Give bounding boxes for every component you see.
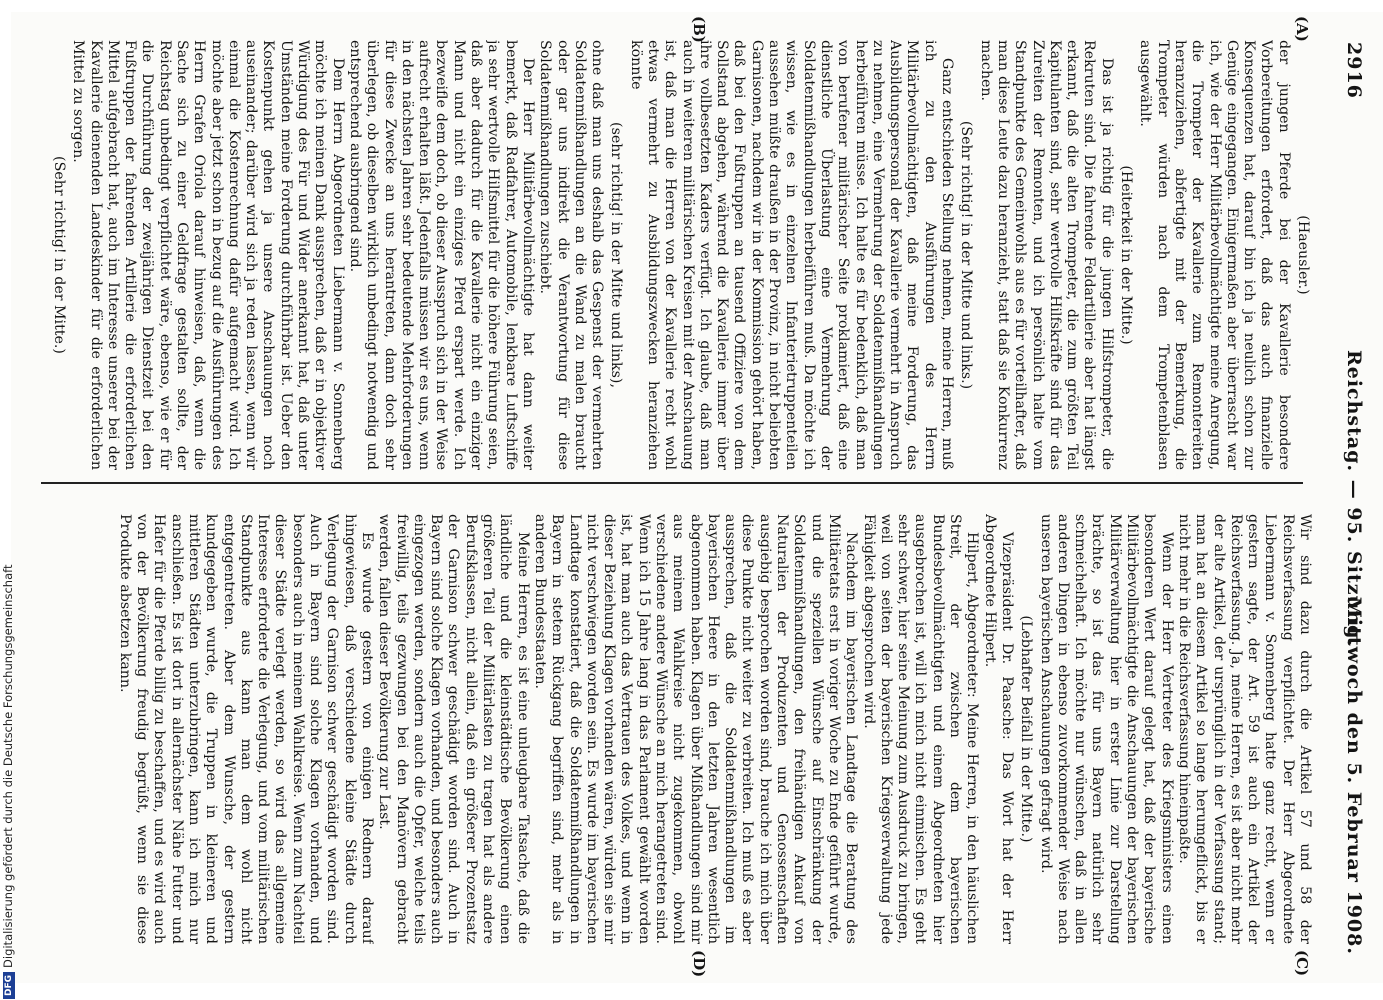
paragraph: der jungen Pferde bei der Kavallerie besondere Vorbereitungen erfordert, daß das auch finanzielle Konsequenzen hat, darauf bin ich ja neulich schon zur Genüge eingegangen. Einigermaßen aber überrascht war ich, wie der Herr Militärbevollmächtigte meine Anregung, die Trompeter der Kavallerie zum Remontereiten heranzuziehen, abfertigte mit der Bemerkung, die Trompeter würden nach dem Trompetenblasen ausgewählt. — [1137, 40, 1292, 470]
interjection: (Sehr richtig! in der Mitte.) — [51, 156, 67, 354]
speaker-tag: (Haeusler.) — [1295, 215, 1311, 295]
paragraph: Wenn der Herr Vertreter des Kriegsministers einen besonderen Wert darauf gelegt hat, daß der bayerische Militärbevollmächtigte die Anschauungen der bayerischen Militärverwaltung hier in erster Linie zur Darstellung brächte, so ist das für uns Bayern natürlich sehr schmeichelhaft. Ich möchte nur wünschen, daß in allen anderen Dingen in ebenso zuvorkommender Weise nach unseren bayerischen Anschauungen gefragt wird. — [1037, 514, 1175, 944]
column-divider — [41, 482, 1303, 484]
interjection: (Heiterkeit in der Mitte.) — [1118, 165, 1135, 345]
paragraph: Wir sind dazu durch die Artikel 57 und 58 der Reichsverfassung verpflichtet. Der Herr Abgeordnete Liebermann v. Sonnenberg hatte ganz recht, wenn er gestern sagte, der Art. 59 ist auch ein Artikel der Reichsverfassung. Ja, meine Herren, es ist aber nicht mehr der alte Artikel, der ursprünglich in der Verfassung stand; man hat an diesem Artikel so lange herumgeflickt, bis er nicht mehr in die Reichsverfassung hineinpaßte. — [1175, 514, 1313, 944]
session-date: Mittwoch den 5. Februar 1908. — [1343, 596, 1365, 955]
paragraph: ohne daß man uns deshalb das Gespenst der vermehrten Soldatenmißhandlungen an die Wand zu malen braucht oder gar uns indirekt die Verantwortung für diese Soldatenmißhandlungen zuschiebt. — [537, 40, 606, 470]
margin-marker-b: (B) — [690, 16, 708, 43]
dfg-logo: DFG — [3, 972, 15, 999]
page-number: 2916 — [1343, 42, 1365, 99]
paragraph: Nachdem im bayerischen Landtage die Beratung des Militäretats erst in voriger Woche zu Ende geführt wurde, und die speziellen Wünsche auf Einschränkung der Soldatenmißhandlungen, den freihändigen Ankauf von Naturalien der Produzenten und Genossenschaften ausgiebig besprochen worden sind, brauche ich mich über diese Punkte nicht weiter zu verbreiten. Ich muß es aber aussprechen, daß die Soldatenmißhandlungen im bayerischen Heere in den letzten Jahren wesentlich abgenommen haben. Klagen über Mißhandlungen sind mir aus meinem Wahlkreise nicht zugekommen, obwohl verschiedene andere Wünsche an mich herangetreten sind. Wenn ich 15 Jahre lang in das Parlament gewählt worden ist, hat man auch das Vertrauen des Volkes, und wenn in dieser Beziehung Klagen vorhanden wären, würden sie mir nicht verschwiegen worden sein. Es wurde im bayerischen Landtage konstatiert, daß die Soldatenmißhandlungen in Bayern in stetem Rückgang begriffen sind, mehr als in anderen Bundesstaaten. — [531, 514, 860, 944]
interjection: (Lebhafter Beifall in der Mitte.) — [1018, 615, 1035, 843]
margin-marker-d: (D) — [690, 950, 708, 978]
paragraph: Das ist ja richtig für die jungen Hilfstrompeter, die Rekruten sind. Die fahrende Feldartillerie aber hat längst erkannt, daß die alten Trompeter, die zum größten Teil Kapitulanten sind, sehr wertvolle Hilfskräfte sind für das Zureiten der Remonten, und ich persönlich halte vom Standpunkte des Gemeinwohls aus es für vorteilhafter, daß man diese Leute dazu heranzieht, statt daß sie Konkurrenz machen. — [977, 40, 1115, 470]
running-header — [1333, 42, 1365, 955]
scanned-page-area — [11, 12, 1383, 983]
margin-marker-a: (A) — [1293, 16, 1311, 42]
paragraph: Meine Herren, es ist eine unleugbare Tatsache, daß die ländliche und die kleinstädtische Bevölkerung einen größeren Teil der Militärlasten zu tragen hat als andere Berufsklassen, nicht allein, daß ein größerer Prozentsatz der Garnison schwer geschädigt worden sind. Auch in Bayern sind solche Klagen vorhanden, und besonders auch eingezogen werden, sondern auch die Opfer, welche teils freiwillig, teils gezwungen bei den Manövern gebracht werden, fallen dieser Bevölkerung zur Last. — [376, 514, 531, 944]
digitization-credit — [1, 0, 19, 999]
interjection: (Sehr richtig! in der Mitte und links.) — [958, 120, 975, 390]
credit-text: Digitalisierung gefördert durch die Deutsche Forschungsgemeinschaft — [1, 564, 15, 968]
paragraph: Dem Herrn Abgeordneten Liebermann v. Sonnenberg möchte ich meinen Dank aussprechen, daß er in objektiver Würdigung des Für und Wider anerkannt hat, daß unter Umständen meine Forderung durchführbar ist. Ueber den Kostenpunkt gehen ja unsere Anschauungen noch auseinander; darüber wird sich ja reden lassen, wenn wir einmal die Kostenrechnung dafür aufgemacht wird. Ich möchte aber jetzt schon in bezug auf die Ausführungen des Herrn Grafen Oriola darauf hinweisen, daß, wenn die Sache sich zu einer Geldfrage gestalten sollte, der Reichstag unbedingt verpflichtet wäre, ebenso, wie er für die Durchführung der zweijährigen Dienstzeit bei den Fußtruppen der fahrenden Artillerie die erforderlichen Mittel aufgebracht hat, auch im Interesse unserer bei der Kavallerie dienenden Landeskinder für die erforderlichen Mittel zu sorgen. — [70, 40, 346, 470]
paragraph: Der Herr Militärbevollmächtigte hat dann weiter bemerkt, daß Radfahrer, Automobile, lenkbare Luftschiffe ja sehr wertvolle Hilfsmittel für die höhere Führung seien, daß aber dadurch für die Kavallerie nicht ein einziger Mann und nicht ein einziges Pferd erspart werde. Ich bezweifle dem doch, ob dieser Ausspruch sich in der Weise aufrecht erhalten läßt. Jedenfalls müssen wir es uns, wenn in den nächsten Jahren sehr bedeutende Mehrforderungen für diese Zwecke an uns herantreten, dann doch sehr überlegen, ob dieselben wirklich unbedingt notwendig und entsprechend ausbringend sind. — [346, 40, 536, 470]
paragraph: Es wurde gestern von einigen Rednern darauf hingewiesen, daß verschiedene kleine Städte durch Verlegung der Garnison schwer geschädigt worden sind. Auch in Bayern sind solche Klagen vorhanden, und besonders auch in meinem Wahlkreise. Wenn zum Nachteil dieser Städte verlegt werden, so wird das allgemeine Interesse erforderte die Verlegung, und vom militärischen Standpunkte aus kann man dem wohl nicht entgegentreten. Aber dem Wunsche, der gestern kundgegeben wurde, die Truppen in kleineren und mittleren Städten unterzubringen, kann ich mich nur anschließen. Es ist dort in allernächster Nähe Futter und Hafer für die Pferde billig zu beschaffen, und es wird auch von der Bevölkerung freudig begrüßt, wenn sie diese Produkte absetzen kann. — [116, 514, 375, 944]
speaker-paragraph: Hilpert, Abgeordneter: Meine Herren, in den häuslichen Streit, der zwischen dem bayerischen Bundesbevollmächtigten und einem Abgeordneten hier ausgebrochen ist, will ich mich nicht einmischen. Es geht sehr schwer, hier seine Meinung zum Ausdruck zu bringen, weil von seiten der bayerischen Kriegsverwaltung jede Fähigkeit abgesprochen wird. — [860, 514, 981, 944]
paragraph: Ganz entschieden Stellung nehmen, meine Herren, muß ich zu den Ausführungen des Herrn Militärbevollmächtigten, daß meine Forderung, das Ausbildungspersonal der Kavallerie vermehrt in Anspruch zu nehmen, eine Vermehrung der Soldatenmißhandlungen herbeiführen müsse. Ich halte es für bedenklich, daß man von berufener militärischer Seite proklamiert, daß eine dienstliche Überlastung eine Vermehrung der Soldatenmißhandlungen herbeiführen muß. Da möchte ich wissen, wie es in einzelnen Infanterietruppenteilen aussehen müßte draußen in der Provinz, in nicht beliebten Garnisonen, nachdem wir in der Kommission gehört haben, daß bei den Fußtruppen an tausend Offiziere von dem Sollstand abgehen, während die Kavallerie immer über ihre vollbesetzten Kaders verfügt. Ich glaube, daß man auch in weiteren militärischen Kreisen mit der Anschauung ist, daß man die Herren von der Kavallerie recht wohl etwas vermehrt zu Ausbildungszwecken heranziehen könnte — [627, 40, 956, 470]
interjection: (sehr richtig! in der Mitte und links), — [608, 122, 625, 388]
right-text-column — [51, 514, 1313, 944]
chair-announcement: Vizepräsident Dr. Paasche: Das Wort hat der Herr Abgeordnete Hilpert. — [981, 514, 1015, 944]
page-title: Reichstag. — 95. Sitzung. — [1343, 349, 1365, 648]
left-text-column — [51, 40, 1313, 470]
page-sheet — [11, 12, 1383, 983]
margin-marker-c: (C) — [1293, 950, 1311, 977]
